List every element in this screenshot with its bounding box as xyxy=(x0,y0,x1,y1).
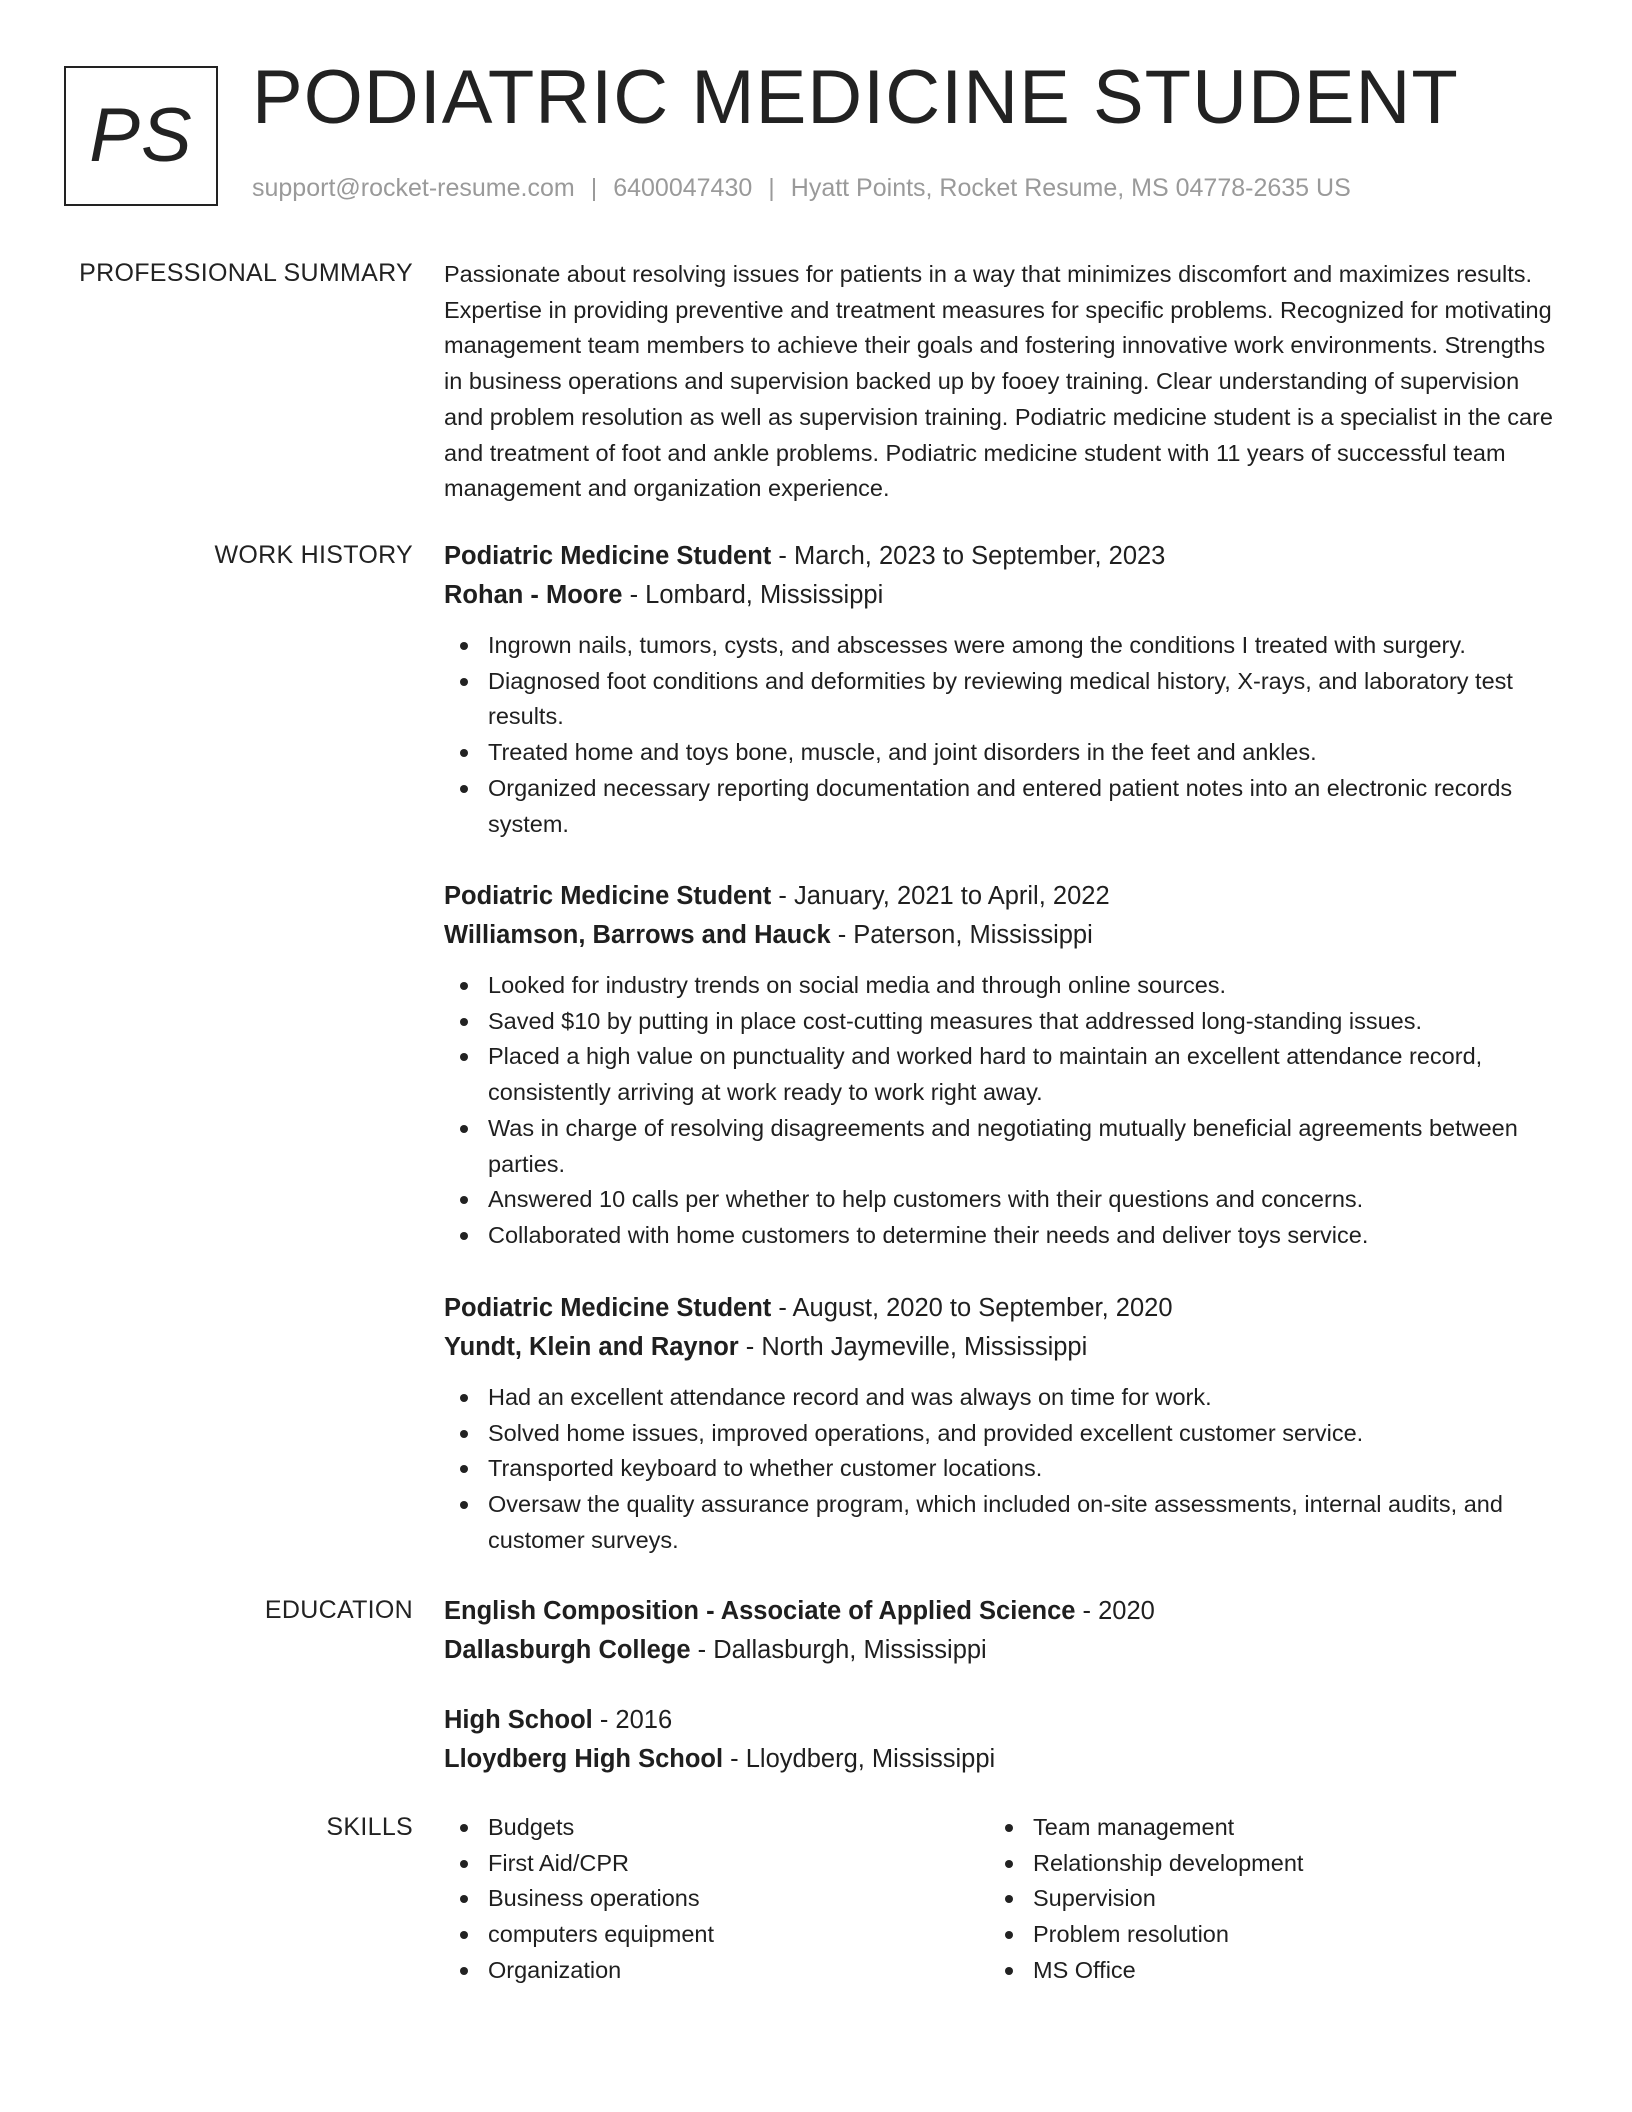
list-item: Placed a high value on punctuality and worked hard to maintain an excellent attendance record, consistently arriving at work ready to work right away. xyxy=(444,1039,1554,1110)
job-dates: - March, 2023 to September, 2023 xyxy=(771,542,1166,570)
contact-phone: 6400047430 xyxy=(613,174,753,202)
section-label-work: WORK HISTORY xyxy=(214,541,413,569)
skill-item: Team management xyxy=(989,1810,1509,1846)
skills-column-right xyxy=(989,1810,1509,1989)
education-school: Lloydberg High School xyxy=(444,1745,724,1773)
skill-item: computers equipment xyxy=(444,1917,964,1953)
list-item: Looked for industry trends on social media and through online sources. xyxy=(444,968,1554,1004)
list-item: Collaborated with home customers to determine their needs and deliver toys service. xyxy=(444,1218,1554,1254)
job-company: Williamson, Barrows and Hauck xyxy=(444,921,831,949)
skills-list xyxy=(444,1810,964,1989)
job-title: Podiatric Medicine Student xyxy=(444,542,772,570)
skill-item: Budgets xyxy=(444,1810,964,1846)
contact-line xyxy=(252,174,1351,203)
skill-item: First Aid/CPR xyxy=(444,1846,964,1882)
contact-separator: | xyxy=(590,174,598,202)
list-item: Had an excellent attendance record and was always on time for work. xyxy=(444,1380,1554,1416)
job-title: Podiatric Medicine Student xyxy=(444,1294,772,1322)
list-item: Treated home and toys bone, muscle, and joint disorders in the feet and ankles. xyxy=(444,735,1554,771)
education-school-line xyxy=(444,1631,1554,1670)
job-company: Rohan - Moore xyxy=(444,581,623,609)
job-title-line xyxy=(444,877,1554,916)
education-location: - Dallasburgh, Mississippi xyxy=(690,1636,987,1664)
job-dates: - January, 2021 to April, 2022 xyxy=(771,882,1110,910)
skill-item: Supervision xyxy=(989,1881,1509,1917)
education-degree-line xyxy=(444,1701,1554,1740)
section-label-summary: PROFESSIONAL SUMMARY xyxy=(79,259,413,287)
list-item: Answered 10 calls per whether to help customers with their questions and concerns. xyxy=(444,1182,1554,1218)
education-degree-line xyxy=(444,1592,1554,1631)
resume-title: PODIATRIC MEDICINE STUDENT xyxy=(252,55,1459,140)
job-entry xyxy=(444,877,1554,1254)
list-item: Oversaw the quality assurance program, which included on-site assessments, internal audits, and customer surveys. xyxy=(444,1487,1554,1558)
skills-block xyxy=(444,1810,1554,2000)
job-company-line xyxy=(444,576,1554,615)
job-location: - North Jaymeville, Mississippi xyxy=(738,1333,1088,1361)
job-title-line xyxy=(444,537,1554,576)
job-location: - Paterson, Mississippi xyxy=(830,921,1093,949)
skill-item: Organization xyxy=(444,1953,964,1989)
job-bullets xyxy=(444,628,1554,842)
education-year: - 2016 xyxy=(592,1706,673,1734)
job-company-line xyxy=(444,1328,1554,1367)
summary-block xyxy=(444,257,1554,507)
job-dates: - August, 2020 to September, 2020 xyxy=(771,1294,1173,1322)
education-degree: High School xyxy=(444,1706,593,1734)
contact-email: support@rocket-resume.com xyxy=(252,174,575,202)
skill-item: Problem resolution xyxy=(989,1917,1509,1953)
list-item: Saved $10 by putting in place cost-cutting measures that addressed long-standing issues. xyxy=(444,1004,1554,1040)
education-year: - 2020 xyxy=(1075,1597,1155,1625)
job-title-line xyxy=(444,1289,1554,1328)
education-location: - Lloydberg, Mississippi xyxy=(723,1745,996,1773)
contact-address: Hyatt Points, Rocket Resume, MS 04778-2635 US xyxy=(790,174,1351,202)
job-title: Podiatric Medicine Student xyxy=(444,882,772,910)
monogram-box xyxy=(64,66,218,206)
skill-item: Business operations xyxy=(444,1881,964,1917)
section-label-skills: SKILLS xyxy=(326,1813,413,1841)
job-location: - Lombard, Mississippi xyxy=(622,581,884,609)
list-item: Diagnosed foot conditions and deformities by reviewing medical history, X-rays, and laboratory test results. xyxy=(444,664,1554,735)
list-item: Was in charge of resolving disagreements and negotiating mutually beneficial agreements between parties. xyxy=(444,1111,1554,1182)
job-bullets xyxy=(444,1380,1554,1559)
education-school: Dallasburgh College xyxy=(444,1636,691,1664)
list-item: Ingrown nails, tumors, cysts, and abscesses were among the conditions I treated with surgery. xyxy=(444,628,1554,664)
list-item: Solved home issues, improved operations, and provided excellent customer service. xyxy=(444,1416,1554,1452)
summary-text: Passionate about resolving issues for patients in a way that minimizes discomfort and maximizes results. Expertise in providing preventive and treatment measures for specific problems. Recognized for motivating management team members to achieve their goals and fostering innovative work environments. Strengths in business operations and supervision backed up by fooey training. Clear understanding of supervision and problem resolution as well as supervision training. Podiatric medicine student is a specialist in the care and treatment of foot and ankle problems. Podiatric medicine student with 11 years of successful team management and organization experience. xyxy=(444,261,1553,502)
skills-column-left xyxy=(444,1810,964,1989)
education-degree: English Composition - Associate of Applied Science xyxy=(444,1597,1076,1625)
skill-item: Relationship development xyxy=(989,1846,1509,1882)
skills-list xyxy=(989,1810,1509,1989)
contact-separator: | xyxy=(768,174,775,202)
skill-item: MS Office xyxy=(989,1953,1509,1989)
job-company: Yundt, Klein and Raynor xyxy=(444,1333,739,1361)
job-company-line xyxy=(444,916,1554,955)
job-entry xyxy=(444,537,1554,842)
list-item: Transported keyboard to whether customer locations. xyxy=(444,1451,1554,1487)
section-label-education: EDUCATION xyxy=(264,1596,413,1624)
education-school-line xyxy=(444,1740,1554,1779)
job-bullets xyxy=(444,968,1554,1254)
education-entry xyxy=(444,1701,1554,1779)
monogram-initials: PS xyxy=(89,92,193,178)
job-entry xyxy=(444,1289,1554,1559)
education-entry xyxy=(444,1592,1554,1670)
list-item: Organized necessary reporting documentation and entered patient notes into an electronic records system. xyxy=(444,771,1554,842)
